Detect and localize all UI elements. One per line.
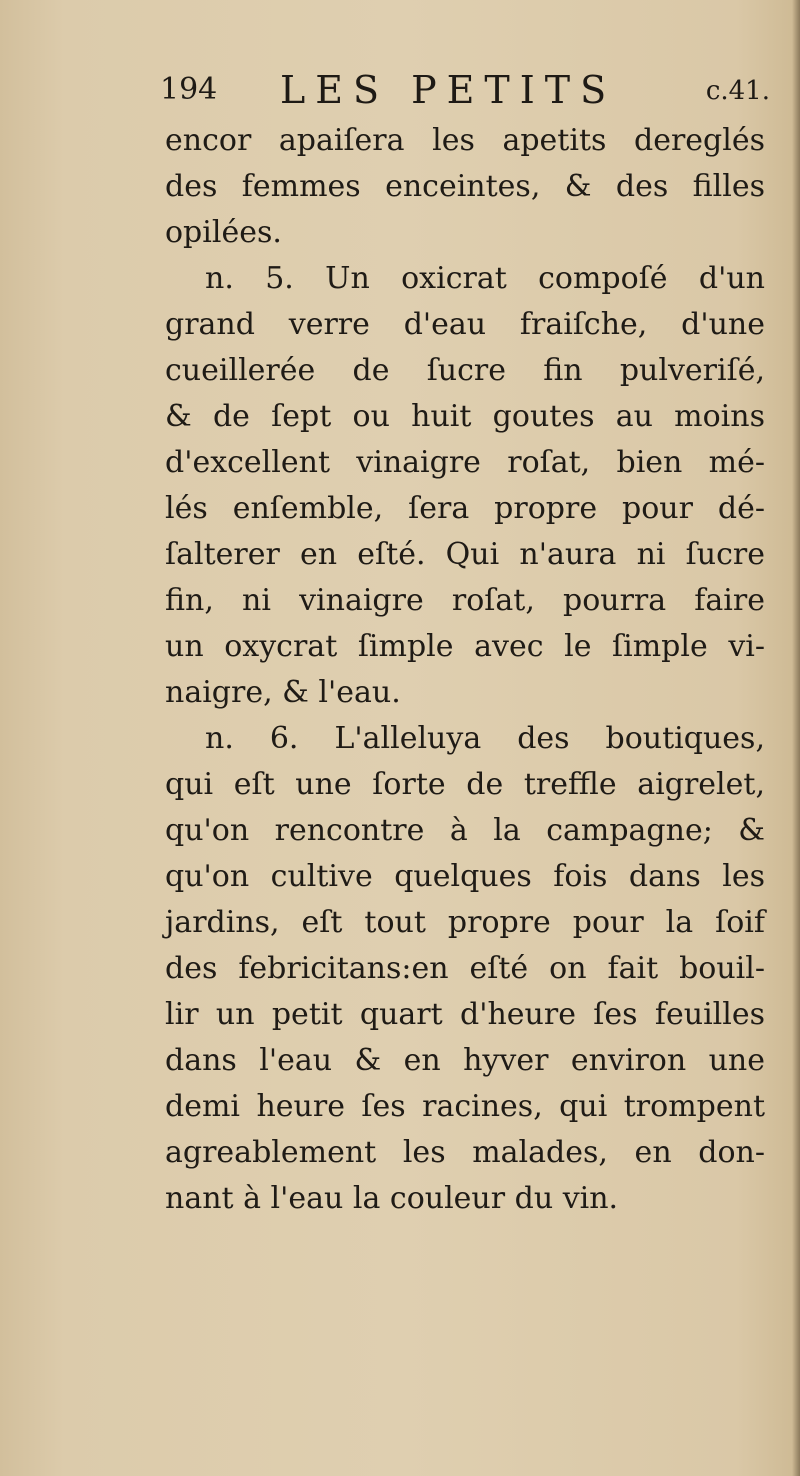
text-line: opilées. <box>165 215 282 250</box>
text-line: ſalterer en eſté. Qui n'aura ni ſucre <box>165 537 765 572</box>
text-line: des femmes enceintes, & des filles <box>165 169 765 204</box>
text-line: agreablement les malades, en don- <box>165 1135 765 1170</box>
text-line: encor apaiſera les apetits dereglés <box>165 123 765 158</box>
body-text <box>165 118 765 1222</box>
text-line: n. 5. Un oxicrat compoſé d'un <box>205 261 765 296</box>
running-header <box>160 68 770 118</box>
text-line: naigre, & l'eau. <box>165 675 401 710</box>
text-line: grand verre d'eau fraiſche, d'une <box>165 307 765 342</box>
page-edge-shadow <box>792 0 800 1476</box>
page-number: 194 <box>160 72 218 107</box>
text-line: qu'on cultive quelques fois dans les <box>165 859 765 894</box>
chapter-reference: c.41. <box>705 76 770 106</box>
text-line: dans l'eau & en hyver environ une <box>165 1043 765 1078</box>
text-line: des febricitans:en eſté on fait bouil- <box>165 951 765 986</box>
text-line: nant à l'eau la couleur du vin. <box>165 1181 619 1216</box>
text-line: lir un petit quart d'heure ſes feuilles <box>165 997 765 1032</box>
text-line: n. 6. L'alleluya des boutiques, <box>205 721 765 756</box>
text-line: demi heure ſes racines, qui trompent <box>165 1089 765 1124</box>
text-line: qu'on rencontre à la campagne; & <box>165 813 765 848</box>
text-line: lés enſemble, ſera propre pour dé- <box>165 491 765 526</box>
text-line: fin, ni vinaigre roſat, pourra faire <box>165 583 765 618</box>
text-line: jardins, eſt tout propre pour la ſoif <box>165 905 765 940</box>
text-line: d'excellent vinaigre roſat, bien mé- <box>165 445 765 480</box>
text-line: qui eſt une ſorte de treffle aigrelet, <box>165 767 765 802</box>
running-title: LES PETITS <box>280 68 617 112</box>
text-line: un oxycrat ſimple avec le ſimple vi- <box>165 629 765 664</box>
text-line: & de ſept ou huit goutes au moins <box>165 399 765 434</box>
text-line: cueillerée de ſucre fin pulveriſé, <box>165 353 765 388</box>
